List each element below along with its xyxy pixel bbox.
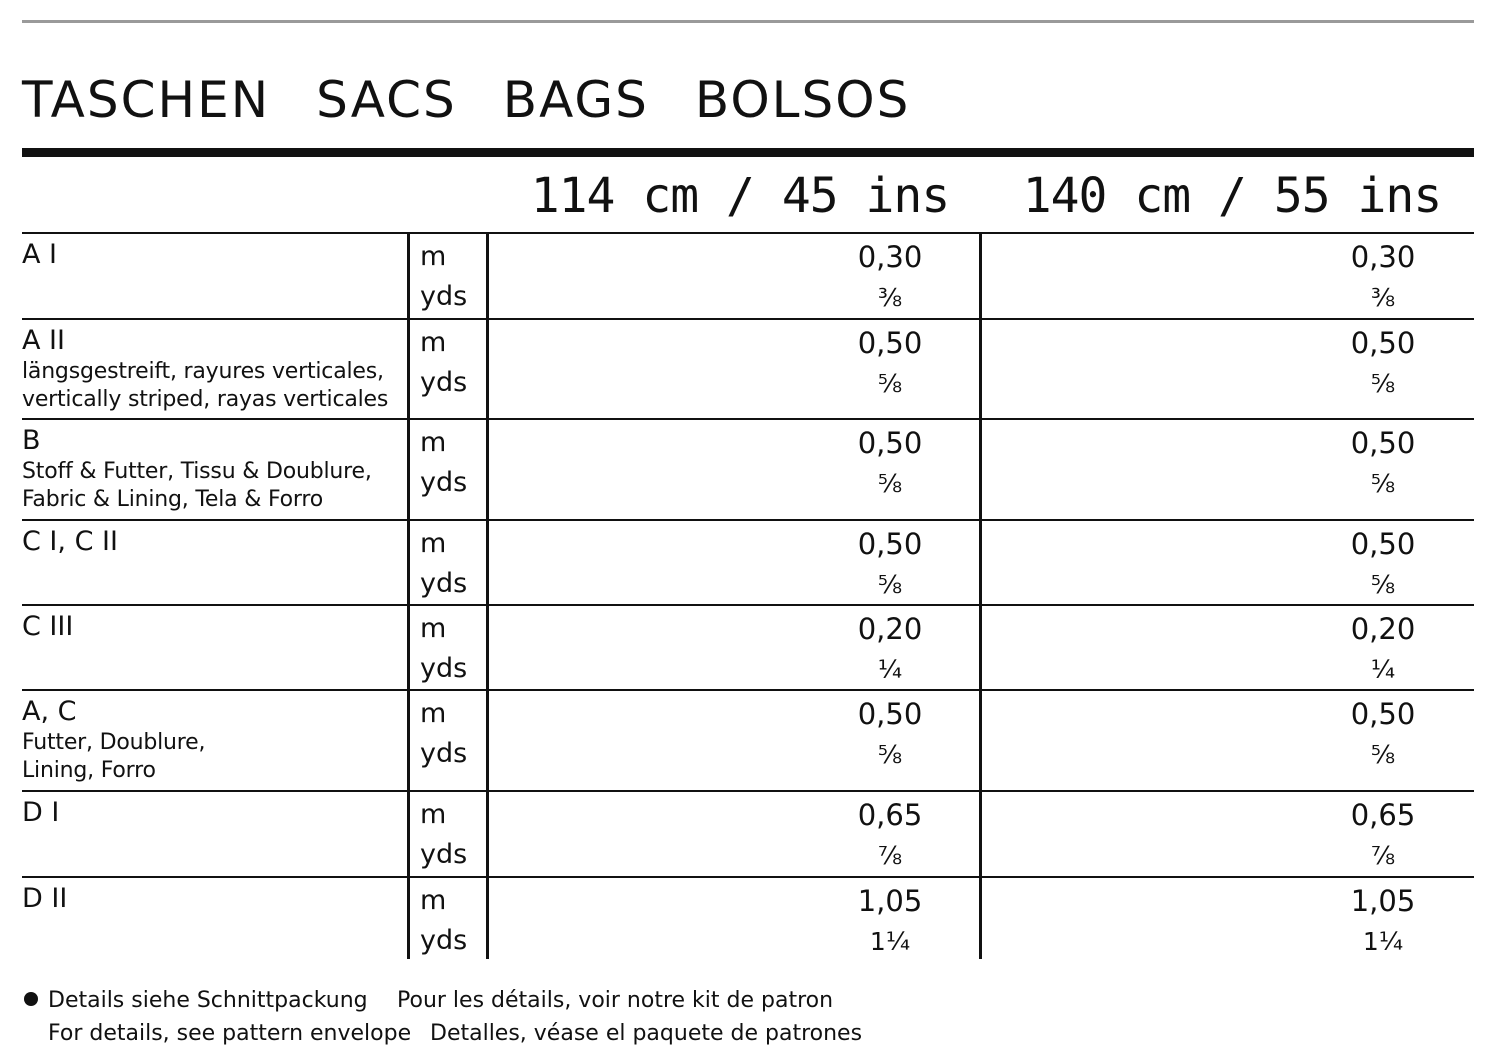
value-metric: 0,50 (857, 426, 923, 460)
unit-metric: m (420, 528, 447, 559)
unit-metric: m (420, 327, 447, 358)
table-row (22, 689, 1474, 790)
row-sublabel: längsgestreift, rayures verticales, (22, 359, 384, 384)
column-divider (486, 521, 489, 604)
unit-metric: m (420, 698, 447, 729)
value-imperial: ⅝ (877, 570, 903, 599)
value-imperial: ⅜ (1370, 283, 1396, 312)
row-label-cell (22, 878, 406, 959)
title-de: TASCHEN (22, 71, 271, 129)
value-metric: 0,50 (857, 527, 923, 561)
value-metric: 0,50 (857, 326, 923, 360)
row-label: B (22, 425, 41, 456)
value-metric: 1,05 (857, 884, 923, 918)
value-imperial: ⅝ (1370, 570, 1396, 599)
unit-imperial: yds (420, 568, 468, 599)
footer-en: For details, see pattern envelope (48, 1021, 412, 1046)
column-header-140: 140 cm / 55 ins (1022, 168, 1442, 224)
value-metric: 0,30 (857, 240, 923, 274)
row-label: D II (22, 883, 68, 914)
value-imperial: 1¼ (869, 927, 911, 956)
footer-note (22, 984, 1474, 1050)
value-imperial: ¼ (877, 655, 903, 684)
value-metric: 0,50 (1350, 426, 1416, 460)
value-imperial: ⅝ (1370, 469, 1396, 498)
fabric-table (22, 232, 1474, 959)
footer-fr: Pour les détails, voir notre kit de patron (397, 988, 834, 1013)
column-divider (486, 691, 489, 790)
unit-metric: m (420, 613, 447, 644)
footer-de: Details siehe Schnittpackung (48, 988, 368, 1013)
row-sublabel: Fabric & Lining, Tela & Forro (22, 487, 323, 512)
column-divider (407, 878, 410, 959)
footer-es: Detalles, véase el paquete de patrones (430, 1021, 863, 1046)
title-es: BOLSOS (694, 71, 911, 129)
column-header-114: 114 cm / 45 ins (530, 168, 950, 224)
unit-imperial: yds (420, 653, 468, 684)
row-sublabel: Futter, Doublure, (22, 730, 206, 755)
value-metric: 0,50 (1350, 527, 1416, 561)
column-divider (486, 320, 489, 418)
row-sublabel: Stoff & Futter, Tissu & Doublure, (22, 459, 372, 484)
unit-imperial: yds (420, 367, 468, 398)
value-imperial: ⅝ (877, 369, 903, 398)
row-label: D I (22, 797, 60, 828)
row-label-cell (22, 234, 406, 318)
column-divider (486, 878, 489, 959)
row-label-cell (22, 691, 406, 790)
column-divider (407, 420, 410, 519)
column-divider (407, 792, 410, 876)
value-imperial: ⅝ (877, 469, 903, 498)
table-row (22, 790, 1474, 876)
value-imperial: ⅝ (877, 740, 903, 769)
value-metric: 0,50 (1350, 697, 1416, 731)
unit-imperial: yds (420, 839, 468, 870)
row-label-cell (22, 606, 406, 689)
footer-line-1 (22, 984, 1474, 1017)
table-row (22, 318, 1474, 418)
table-row (22, 232, 1474, 318)
header-rule (22, 148, 1474, 157)
row-label-cell (22, 792, 406, 876)
title-fr: SACS (316, 71, 457, 129)
bullet-icon (24, 992, 38, 1006)
unit-metric: m (420, 241, 447, 272)
table-row (22, 604, 1474, 689)
footer-line-2 (22, 1017, 1474, 1050)
unit-metric: m (420, 427, 447, 458)
value-metric: 1,05 (1350, 884, 1416, 918)
table-row (22, 418, 1474, 519)
row-label: C III (22, 611, 74, 642)
column-divider (407, 521, 410, 604)
top-rule (22, 20, 1474, 23)
value-metric: 0,20 (857, 612, 923, 646)
value-imperial: ⅝ (1370, 740, 1396, 769)
row-label-cell (22, 420, 406, 519)
row-sublabel: Lining, Forro (22, 758, 156, 783)
row-label-cell (22, 521, 406, 604)
value-metric: 0,65 (1350, 798, 1416, 832)
page-title (22, 70, 910, 130)
value-metric: 0,50 (1350, 326, 1416, 360)
value-imperial: ⅞ (1370, 841, 1396, 870)
row-label: A I (22, 239, 58, 270)
column-divider (486, 234, 489, 318)
column-divider (486, 606, 489, 689)
column-divider (486, 420, 489, 519)
unit-metric: m (420, 799, 447, 830)
column-divider (407, 691, 410, 790)
row-label: A, C (22, 696, 77, 727)
unit-imperial: yds (420, 281, 468, 312)
row-label: C I, C II (22, 526, 118, 557)
unit-imperial: yds (420, 467, 468, 498)
table-row (22, 519, 1474, 604)
column-divider (486, 792, 489, 876)
value-imperial: 1¼ (1362, 927, 1404, 956)
value-metric: 0,20 (1350, 612, 1416, 646)
unit-imperial: yds (420, 925, 468, 956)
row-label-cell (22, 320, 406, 418)
value-imperial: ¼ (1370, 655, 1396, 684)
title-en: BAGS (502, 71, 649, 129)
row-label: A II (22, 325, 65, 356)
column-divider (407, 234, 410, 318)
value-imperial: ⅜ (877, 283, 903, 312)
row-sublabel: vertically striped, rayas verticales (22, 387, 389, 412)
value-imperial: ⅝ (1370, 369, 1396, 398)
column-divider (407, 606, 410, 689)
unit-metric: m (420, 885, 447, 916)
value-metric: 0,30 (1350, 240, 1416, 274)
column-divider (407, 320, 410, 418)
value-metric: 0,65 (857, 798, 923, 832)
value-metric: 0,50 (857, 697, 923, 731)
table-row (22, 876, 1474, 959)
value-imperial: ⅞ (877, 841, 903, 870)
unit-imperial: yds (420, 738, 468, 769)
